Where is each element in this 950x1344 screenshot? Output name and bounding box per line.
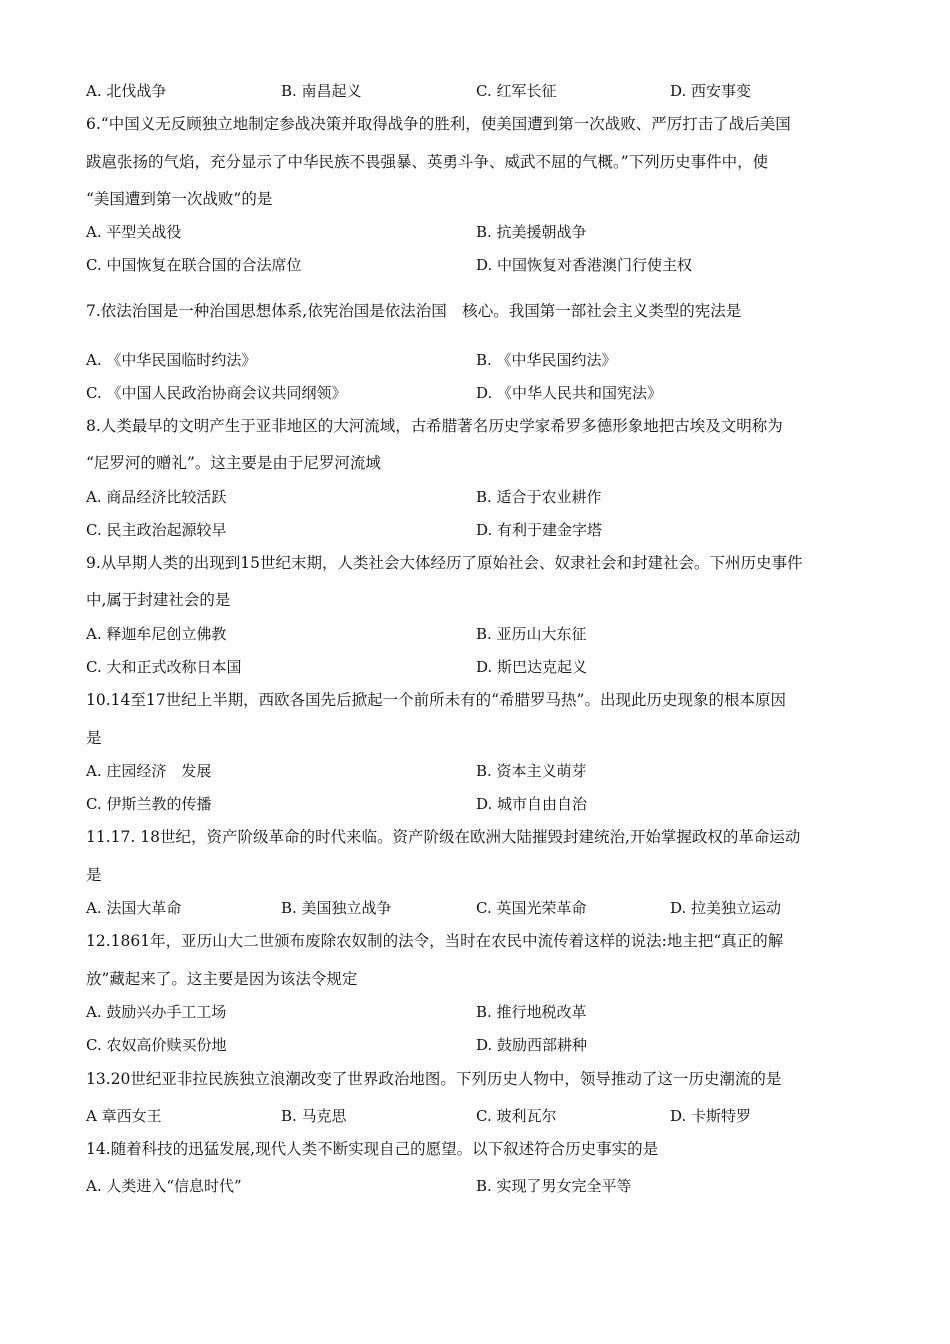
q14-option-b[interactable]: B. 实现了男女完全平等	[476, 1177, 632, 1195]
q12-option-b[interactable]: B. 推行地税改革	[476, 1003, 587, 1021]
q6-option-a[interactable]: A. 平型关战役	[86, 223, 182, 241]
q5-option-d[interactable]: D. 西安事变	[670, 82, 752, 100]
q5-option-c[interactable]: C. 红军长征	[476, 82, 557, 100]
q13-option-b[interactable]: B. 马克思	[281, 1107, 347, 1125]
exam-page: A. 北伐战争 B. 南昌起义 C. 红军长征 D. 西安事变 6.“中国义无反顾独立地制定参战决策并取得战争的胜利，使美国遭到第一次战败、严厉打击了战后美国 跋扈张扬的气焰，充分显示了中华民族不畏强暴、英勇斗争、威武不屈的气概。”下列历史事件中，使 “美国遭到第一次战败”的是 A. 平型关战役 B. 抗美援朝战争 C. 中国恢复在联合国的合法席位 D. 中国恢复对香港澳门行使主权 7.依法治国是一种治国思想体系,依宪治国是依法治国 核心。我国第一部社会主义类型的宪法是 A. 《中华民国临时约法》 B. 《中华民国约法》 C. 《中国人民政治协商会议共同纲领》 D. 《中华人民共和国宪法》 8.人类最早的文明产生于亚非地区的大河流域，古希腊著名历史学家希罗多德形象地把古埃及文明称为 “尼罗河的赠礼”。这主要是由于尼罗河流域 A. 商品经济比较活跃 B. 适合于农业耕作 C. 民主政治起源较早 D. 有利于建金字塔 9.从早期人类的出现到15世纪末期，人类社会大体经历了原始社会、奴隶社会和封建社会。下州历史事件 中,属于封建社会的是 A. 释迦牟尼创立佛教 B. 亚历山大东征 C. 大和正式改称日本国 D. 斯巴达克起义 10.14至17世纪上半期，西欧各国先后掀起一个前所未有的“希腊罗马热”。出现此历史现象的根本原因 是 A. 庄园经济 发展 B. 资本主义萌芽 C. 伊斯兰教的传播 D. 城市自由自治 11.17. 18世纪，资产阶级革命的时代来临。资产阶级在欧洲大陆摧毁封建统治,开始掌握政权的革命运动 是 A. 法国大革命 B. 美国独立战争 C. 英国光荣革命 D. 拉美独立运动 12.1861年，亚历山大二世颁布废除农奴制的法令，当时在农民中流传着这样的说法:地主把“真正的解 放”藏起来了。这主要是因为该法令规定 A. 鼓励兴办手工工场 B. 推行地税改革 C. 农奴高价赎买份地 D. 鼓励西部耕种 13.20世纪亚非拉民族独立浪潮改变了世界政治地图。下列历史人物中，领导推动了这一历史潮流的是 A 章西女王 B. 马克思 C. 玻利瓦尔 D. 卡斯特罗 14.随着科技的迅猛发展,现代人类不断实现自己的愿望。以下叙述符合历史事实的是 A. 人类进入“信息时代” B. 实现了男女完全平等	[86, 82, 803, 1195]
q9-option-d[interactable]: D. 斯巴达克起义	[476, 658, 588, 676]
q6-option-c[interactable]: C. 中国恢复在联合国的合法席位	[86, 256, 302, 274]
q11-option-c[interactable]: C. 英国光荣革命	[476, 899, 587, 917]
q12-option-c[interactable]: C. 农奴高价赎买份地	[86, 1036, 227, 1054]
q10-option-c[interactable]: C. 伊斯兰教的传播	[86, 795, 212, 813]
q10-option-b[interactable]: B. 资本主义萌芽	[476, 762, 587, 780]
q9-option-a[interactable]: A. 释迦牟尼创立佛教	[86, 625, 227, 643]
q11-option-a[interactable]: A. 法国大革命	[86, 899, 182, 917]
q9-option-c[interactable]: C. 大和正式改称日本国	[86, 658, 242, 676]
q14-option-a[interactable]: A. 人类进入“信息时代”	[86, 1177, 242, 1195]
q12-option-d[interactable]: D. 鼓励西部耕种	[476, 1036, 588, 1054]
q6-option-b[interactable]: B. 抗美援朝战争	[476, 223, 587, 241]
q13-option-a[interactable]: A 章西女王	[86, 1107, 162, 1125]
q7-option-d[interactable]: D. 《中华人民共和国宪法》	[476, 384, 663, 402]
q8-option-b[interactable]: B. 适合于农业耕作	[476, 488, 602, 506]
q8-option-c[interactable]: C. 民主政治起源较早	[86, 521, 227, 539]
q5-option-a[interactable]: A. 北伐战争	[86, 82, 167, 100]
q11-option-d[interactable]: D. 拉美独立运动	[670, 899, 782, 917]
q8-option-d[interactable]: D. 有利于建金字塔	[476, 521, 603, 539]
q12-option-a[interactable]: A. 鼓励兴办手工工场	[86, 1003, 227, 1021]
q13-option-c[interactable]: C. 玻利瓦尔	[476, 1107, 557, 1125]
q8-option-a[interactable]: A. 商品经济比较活跃	[86, 488, 227, 506]
q5-option-b[interactable]: B. 南昌起义	[281, 82, 362, 100]
q11-option-b[interactable]: B. 美国独立战争	[281, 899, 392, 917]
q10-option-a[interactable]: A. 庄园经济 发展	[86, 762, 212, 780]
q7-option-b[interactable]: B. 《中华民国约法》	[476, 351, 617, 369]
q6-option-d[interactable]: D. 中国恢复对香港澳门行使主权	[476, 256, 693, 274]
q13-option-d[interactable]: D. 卡斯特罗	[670, 1107, 752, 1125]
q7-option-a[interactable]: A. 《中华民国临时约法》	[86, 351, 257, 369]
q7-option-c[interactable]: C. 《中国人民政治协商会议共同纲领》	[86, 384, 347, 402]
q9-option-b[interactable]: B. 亚历山大东征	[476, 625, 587, 643]
q10-option-d[interactable]: D. 城市自由自治	[476, 795, 588, 813]
